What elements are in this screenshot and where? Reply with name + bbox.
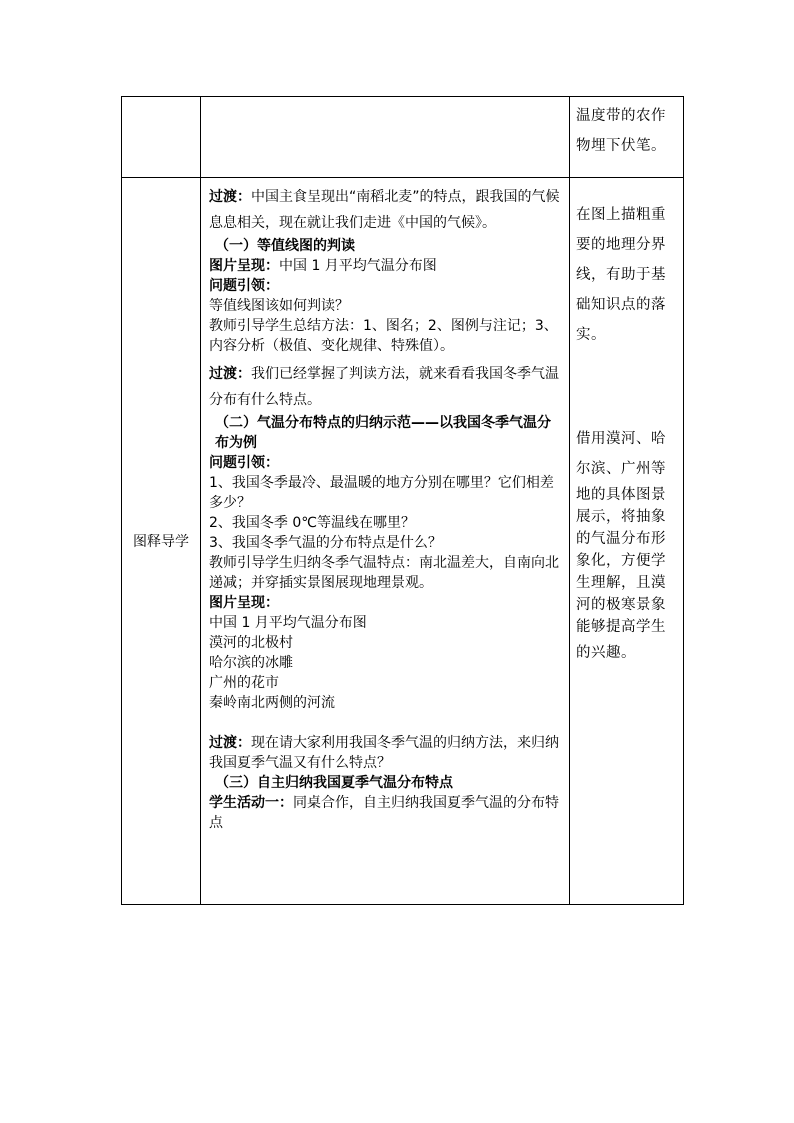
picture-item: 哈尔滨的冰雕	[209, 655, 293, 671]
transition-label: 过渡：	[209, 189, 251, 205]
stage-label: 图释导学	[122, 178, 201, 905]
table-row	[122, 178, 684, 905]
design-note-block	[570, 424, 683, 668]
transition-paragraph	[209, 184, 563, 236]
section-heading-2: （二）气温分布特点的归纳示范——以我国冬季气温分布为例	[215, 415, 551, 451]
design-note-cell	[570, 178, 684, 905]
transition-label: 过渡：	[209, 366, 251, 382]
picture-item: 漠河的北极村	[209, 635, 293, 651]
empty-content-cell	[201, 97, 570, 178]
lesson-plan-table	[121, 96, 684, 905]
table-row	[122, 97, 684, 178]
activity-label: 学生活动一：	[209, 795, 293, 811]
transition-paragraph	[209, 733, 563, 773]
question-line: 教师引导学生归纳冬季气温特点：南北温差大，自南向北递减；并穿插实景图展现地理景观。	[209, 555, 559, 591]
question-line: 2、我国冬季 0℃等温线在哪里？	[209, 515, 415, 531]
transition-text: 中国主食呈现出“南稻北麦”的特点，跟我国的气候息息相关，现在就让我们走进《中国的气候》。	[209, 189, 560, 231]
question-label: 问题引领：	[209, 455, 279, 471]
transition-label: 过渡：	[209, 735, 251, 751]
question-line: 教师引导学生总结方法：1、图名；2、图例与注记；3、内容分析（极值、变化规律、特殊值）。	[209, 318, 558, 354]
picture-item: 秦岭南北两侧的河流	[209, 695, 335, 711]
picture-label: 图片呈现：	[209, 258, 279, 274]
transition-text: 现在请大家利用我国冬季气温的归纳方法，来归纳我国夏季气温又有什么特点？	[209, 735, 559, 771]
design-note-text: 地的具体图景展示，将抽象的气温分布形象化，方便学生理解，且漠河的极寒景象能够提高学生	[576, 487, 666, 635]
question-line: 3、我国冬季气温的分布特点是什么？	[209, 535, 442, 551]
transition-paragraph	[209, 361, 563, 413]
activity-paragraph	[209, 793, 563, 833]
question-label: 问题引领：	[209, 278, 279, 294]
picture-item: 中国 1 月平均气温分布图	[209, 615, 367, 631]
activity-text: 同桌合作，自主归纳我国夏季气温的分布特点	[209, 795, 559, 831]
design-note-cell	[570, 97, 684, 178]
section-heading-3: （三）自主归纳我国夏季气温分布特点	[215, 775, 453, 791]
empty-label-cell	[122, 97, 201, 178]
teaching-process-cell	[201, 178, 570, 905]
picture-label: 图片呈现：	[209, 595, 279, 611]
question-line: 1、我国冬季最冷、最温暖的地方分别在哪里？它们相差多少？	[209, 475, 554, 511]
picture-item: 广州的花市	[209, 675, 279, 691]
picture-line	[209, 256, 563, 276]
transition-text: 我们已经掌握了判读方法，就来看看我国冬季气温分布有什么特点。	[209, 366, 559, 408]
picture-text: 中国 1 月平均气温分布图	[279, 258, 437, 274]
design-note-text: 温度带的农作物埋下伏笔。	[576, 108, 666, 154]
design-note-text: 在图上描粗重要的地理分界线，有助于基础知识点的落实。	[576, 207, 666, 343]
design-note-text: 的兴趣。	[576, 645, 636, 661]
question-line: 等值线图该如何判读？	[209, 298, 349, 314]
design-note-text: 借用漠河、哈尔滨、广州等	[576, 431, 666, 477]
section-heading-1: （一）等值线图的判读	[215, 238, 355, 254]
